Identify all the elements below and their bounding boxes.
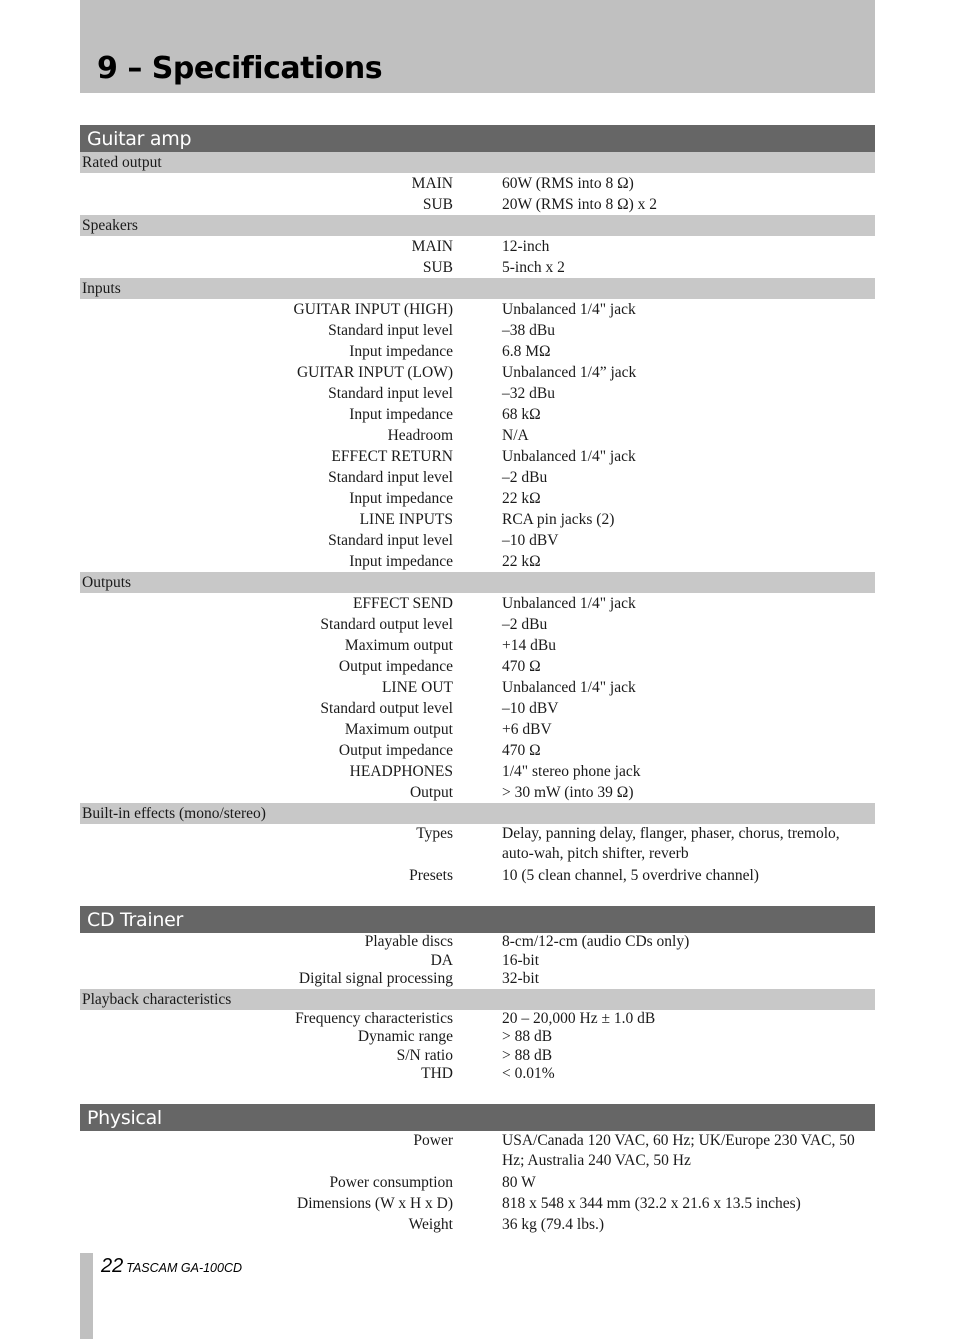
spec-row bbox=[80, 635, 875, 656]
spec-label: HEADPHONES bbox=[349, 763, 453, 780]
spec-value: > 88 dB bbox=[502, 1046, 553, 1064]
spec-row bbox=[80, 782, 875, 803]
spec-row bbox=[80, 1028, 875, 1047]
section-physical bbox=[80, 1104, 875, 1235]
spec-label: GUITAR INPUT (LOW) bbox=[296, 364, 453, 381]
spec-row bbox=[80, 362, 875, 383]
spec-label: Standard input level bbox=[328, 385, 453, 402]
spec-row bbox=[80, 952, 875, 971]
spec-value: 20 – 20,000 Hz ± 1.0 dB bbox=[502, 1009, 656, 1027]
spec-value: 5-inch x 2 bbox=[502, 259, 565, 276]
spec-value: Unbalanced 1/4" jack bbox=[502, 301, 636, 318]
spec-label: LINE INPUTS bbox=[359, 511, 453, 528]
spec-value: 22 kΩ bbox=[502, 490, 541, 507]
spec-row bbox=[80, 488, 875, 509]
spec-label: SUB bbox=[422, 196, 453, 213]
spec-label: Input impedance bbox=[349, 553, 453, 570]
spec-value: Unbalanced 1/4” jack bbox=[502, 364, 637, 381]
spec-value: 470 Ω bbox=[502, 742, 541, 759]
spec-row bbox=[80, 446, 875, 467]
spec-row bbox=[80, 719, 875, 740]
spec-row bbox=[80, 551, 875, 572]
spec-value: –38 dBu bbox=[502, 322, 555, 339]
spec-value: 10 (5 clean channel, 5 overdrive channel) bbox=[502, 867, 759, 884]
page-header bbox=[80, 0, 875, 93]
spec-value: 12-inch bbox=[502, 238, 550, 255]
spec-value: > 88 dB bbox=[502, 1028, 553, 1045]
group-title: Outputs bbox=[80, 572, 875, 593]
spec-label: Output bbox=[409, 784, 453, 801]
spec-row bbox=[80, 383, 875, 404]
spec-value: 16-bit bbox=[502, 951, 540, 969]
spec-label: Power bbox=[413, 1131, 453, 1149]
spec-label: Standard output level bbox=[320, 616, 453, 633]
spec-label: Output impedance bbox=[338, 658, 453, 675]
spec-value: > 30 mW (into 39 Ω) bbox=[502, 784, 634, 801]
spec-row bbox=[80, 1131, 875, 1172]
spec-value: +6 dBV bbox=[502, 721, 552, 738]
spec-label: Digital signal processing bbox=[298, 970, 453, 987]
spec-label: Types bbox=[416, 825, 453, 842]
spec-value: +14 dBu bbox=[502, 637, 556, 654]
group-title: Rated output bbox=[80, 152, 875, 173]
spec-row bbox=[80, 656, 875, 677]
spec-label: Dimensions (W x H x D) bbox=[297, 1194, 453, 1212]
spec-label: DA bbox=[430, 951, 453, 969]
spec-label: Dynamic range bbox=[357, 1028, 453, 1045]
spec-label: MAIN bbox=[411, 238, 453, 255]
spec-row bbox=[80, 530, 875, 551]
group-title: Inputs bbox=[80, 278, 875, 299]
spec-row bbox=[80, 761, 875, 782]
spec-row bbox=[80, 698, 875, 719]
spec-row bbox=[80, 236, 875, 257]
spec-row bbox=[80, 614, 875, 635]
spec-label: EFFECT SEND bbox=[352, 595, 453, 612]
spec-row bbox=[80, 970, 875, 989]
spec-value: Unbalanced 1/4" jack bbox=[502, 679, 636, 696]
spec-row bbox=[80, 824, 875, 865]
spec-value: Unbalanced 1/4" jack bbox=[502, 595, 636, 612]
spec-row bbox=[80, 1193, 875, 1214]
spec-row bbox=[80, 1172, 875, 1193]
spec-row bbox=[80, 194, 875, 215]
spec-content bbox=[80, 125, 875, 1255]
spec-label: Headroom bbox=[387, 427, 453, 444]
spec-value: N/A bbox=[502, 427, 529, 444]
spec-row bbox=[80, 257, 875, 278]
spec-label: Standard input level bbox=[328, 469, 453, 486]
spec-row bbox=[80, 509, 875, 530]
spec-row bbox=[80, 740, 875, 761]
spec-row bbox=[80, 593, 875, 614]
spec-label: S/N ratio bbox=[396, 1046, 453, 1064]
spec-label: EFFECT RETURN bbox=[331, 448, 453, 465]
spec-label: Frequency characteristics bbox=[295, 1009, 453, 1027]
spec-row bbox=[80, 425, 875, 446]
group-title: Built-in effects (mono/stereo) bbox=[80, 803, 875, 824]
spec-row bbox=[80, 1065, 875, 1084]
spec-label: Input impedance bbox=[349, 343, 453, 360]
page-title: 9 – Specifications bbox=[97, 51, 383, 86]
spec-value: –10 dBV bbox=[502, 532, 559, 549]
spec-label: SUB bbox=[422, 259, 453, 276]
group-title: Speakers bbox=[80, 215, 875, 236]
spec-label: Maximum output bbox=[344, 637, 453, 654]
spec-label: Weight bbox=[408, 1215, 453, 1233]
spec-row bbox=[80, 1214, 875, 1235]
spec-label: THD bbox=[421, 1065, 453, 1082]
spec-value: Delay, panning delay, flanger, phaser, chorus, tremolo, auto-wah, pitch shifter, reverb bbox=[502, 825, 840, 862]
spec-value: 8-cm/12-cm (audio CDs only) bbox=[502, 933, 690, 950]
spec-label: Standard input level bbox=[328, 532, 453, 549]
spec-value: Unbalanced 1/4" jack bbox=[502, 448, 636, 465]
spec-label: Maximum output bbox=[344, 721, 453, 738]
spec-value: USA/Canada 120 VAC, 60 Hz; UK/Europe 230 VAC, 50 Hz; Australia 240 VAC, 50 Hz bbox=[502, 1131, 855, 1169]
spec-value: 22 kΩ bbox=[502, 553, 541, 570]
spec-label: LINE OUT bbox=[381, 679, 453, 696]
spec-row bbox=[80, 933, 875, 952]
group-title: Playback characteristics bbox=[80, 989, 875, 1010]
section-guitar-amp bbox=[80, 125, 875, 886]
spec-label: Standard output level bbox=[320, 700, 453, 717]
footer-bar bbox=[80, 1253, 93, 1339]
spec-value: < 0.01% bbox=[502, 1065, 555, 1082]
spec-row bbox=[80, 299, 875, 320]
page-number: 22 bbox=[101, 1255, 124, 1277]
spec-row bbox=[80, 1047, 875, 1066]
spec-value: 6.8 MΩ bbox=[502, 343, 551, 360]
spec-value: 20W (RMS into 8 Ω) x 2 bbox=[502, 196, 658, 213]
spec-value: 68 kΩ bbox=[502, 406, 541, 423]
spec-row bbox=[80, 677, 875, 698]
spec-label: Input impedance bbox=[349, 406, 453, 423]
spec-value: 818 x 548 x 344 mm (32.2 x 21.6 x 13.5 inches) bbox=[502, 1194, 801, 1212]
spec-row bbox=[80, 341, 875, 362]
spec-value: 80 W bbox=[502, 1173, 536, 1191]
section-cd-trainer bbox=[80, 906, 875, 1084]
spec-row bbox=[80, 173, 875, 194]
spec-value: 60W (RMS into 8 Ω) bbox=[502, 175, 634, 192]
section-title: CD Trainer bbox=[80, 906, 875, 933]
spec-value: 470 Ω bbox=[502, 658, 541, 675]
spec-row bbox=[80, 404, 875, 425]
spec-label: Power consumption bbox=[329, 1173, 453, 1191]
spec-value: 36 kg (79.4 lbs.) bbox=[502, 1215, 605, 1233]
spec-label: Output impedance bbox=[338, 742, 453, 759]
spec-label: Presets bbox=[409, 867, 453, 884]
spec-value: –2 dBu bbox=[502, 616, 548, 633]
spec-row bbox=[80, 467, 875, 488]
spec-value: –10 dBV bbox=[502, 700, 559, 717]
spec-label: Playable discs bbox=[364, 933, 453, 950]
spec-label: Standard input level bbox=[328, 322, 453, 339]
spec-label: GUITAR INPUT (HIGH) bbox=[293, 301, 453, 318]
spec-value: –2 dBu bbox=[502, 469, 548, 486]
brand-model: TASCAM GA-100CD bbox=[126, 1261, 243, 1275]
spec-value: 1/4" stereo phone jack bbox=[502, 763, 641, 780]
page-footer bbox=[101, 1255, 242, 1278]
spec-row bbox=[80, 1010, 875, 1029]
spec-value: RCA pin jacks (2) bbox=[502, 511, 615, 528]
spec-label: Input impedance bbox=[349, 490, 453, 507]
spec-value: –32 dBu bbox=[502, 385, 555, 402]
spec-value: 32-bit bbox=[502, 970, 540, 987]
section-title: Physical bbox=[80, 1104, 875, 1131]
section-title: Guitar amp bbox=[80, 125, 875, 152]
spec-row bbox=[80, 320, 875, 341]
spec-label: MAIN bbox=[411, 175, 453, 192]
spec-row bbox=[80, 865, 875, 886]
